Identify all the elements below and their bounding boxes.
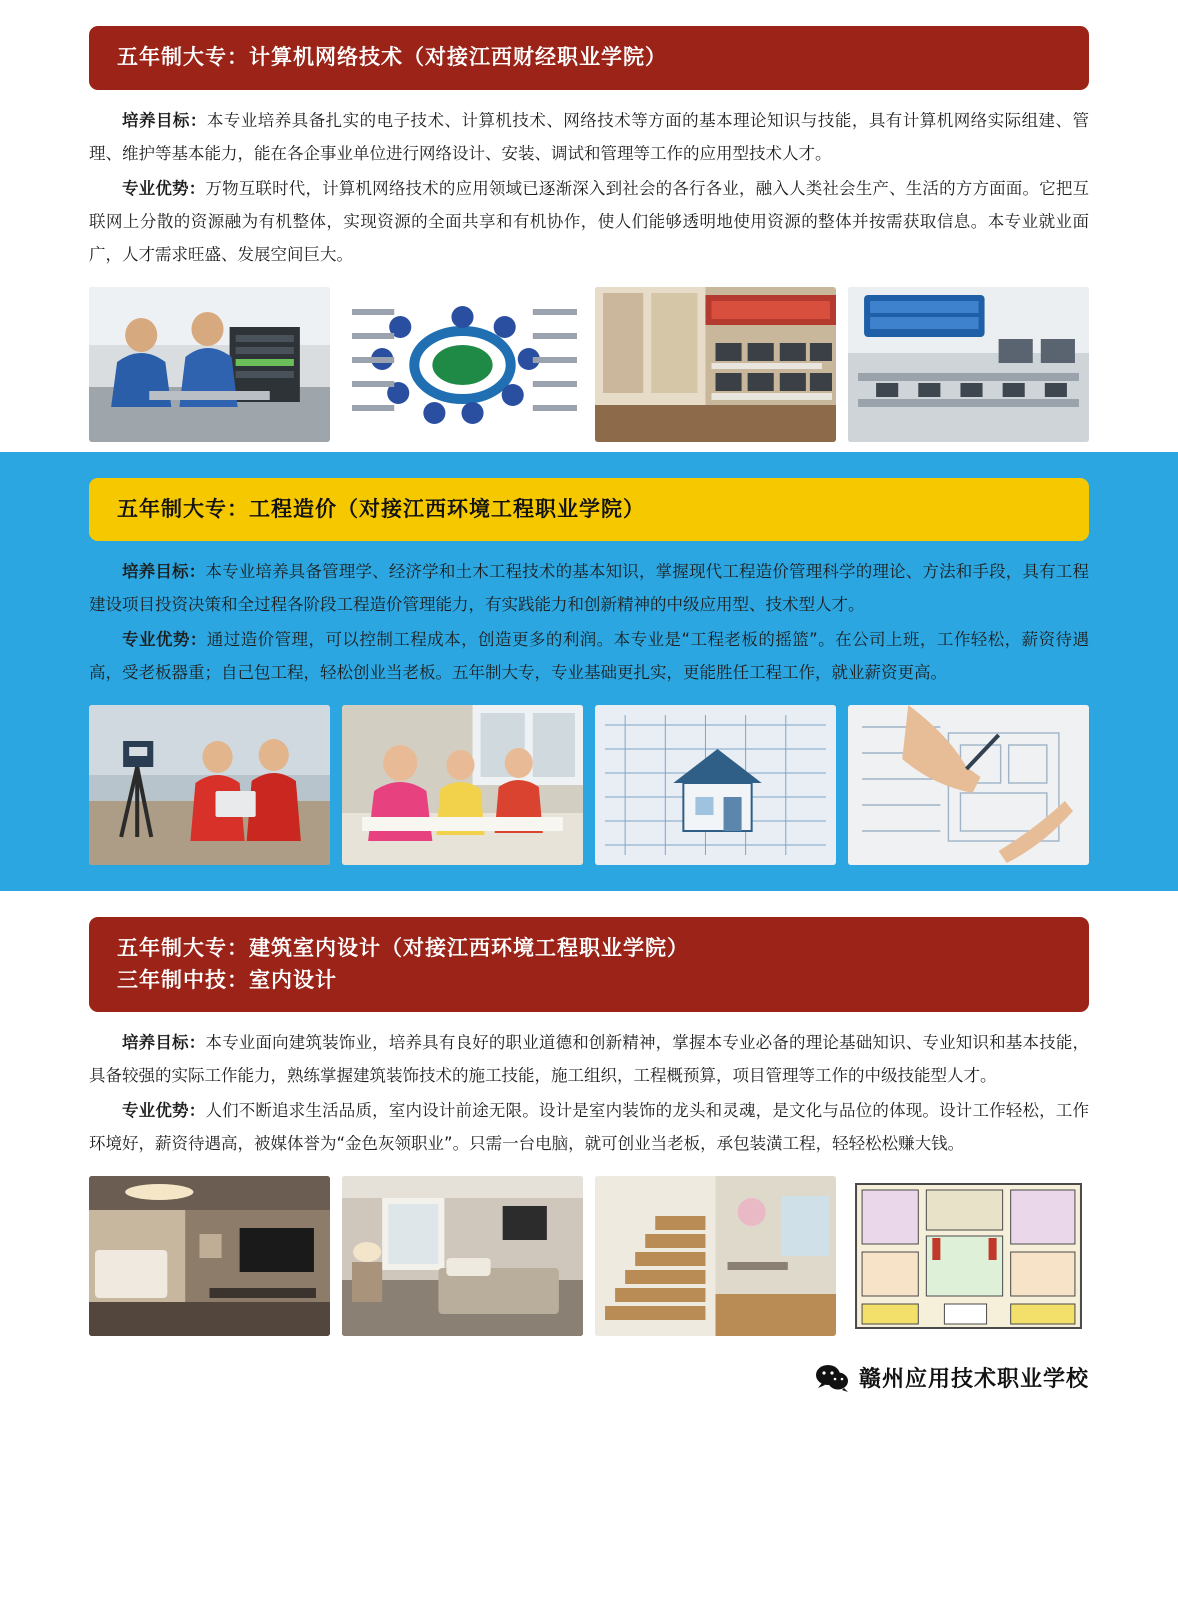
wechat-badge[interactable] xyxy=(815,1362,1089,1393)
photo-floor-plan xyxy=(848,1176,1089,1336)
banner-line-2: 三年制中技：室内设计 xyxy=(117,967,337,992)
photo-house-blueprint xyxy=(595,705,836,865)
footer-school-name: 赣州应用技术职业学校 xyxy=(858,1367,1089,1392)
paragraph-text: 本专业培养具备扎实的电子技术、计算机技术、网络技术等方面的基本理论知识与技能，具有计算机网络实际组建、管理、维护等基本能力，能在各企事业单位进行网络设计、安装、调试和管理等工作的应用型技术人才。 xyxy=(89,110,1090,163)
section-banner-interior-design xyxy=(89,917,1089,1012)
section-engineering-cost xyxy=(0,452,1178,892)
photo-staircase-interior xyxy=(595,1176,836,1336)
banner-line: 五年制大专：工程造价（对接江西环境工程职业学院） xyxy=(117,496,645,521)
photo-strip-computer-network xyxy=(89,287,1089,442)
section-interior-design xyxy=(0,891,1178,1429)
section-banner-engineering-cost xyxy=(89,478,1089,542)
section-body-engineering-cost xyxy=(89,555,1089,689)
photo-strip-engineering-cost xyxy=(89,705,1089,865)
paragraph-lead: 培养目标： xyxy=(122,1033,206,1052)
photo-network-lab xyxy=(848,287,1089,442)
wechat-icon xyxy=(815,1363,849,1393)
paragraph-lead: 培养目标： xyxy=(122,562,206,581)
paragraph-lead: 专业优势： xyxy=(122,630,207,649)
banner-line: 五年制大专：计算机网络技术（对接江西财经职业学院） xyxy=(117,45,667,69)
paragraph-text: 人们不断追求生活品质，室内设计前途无限。设计是室内装饰的龙头和灵魂，是文化与品位的体现。设计工作轻松，工作环境好，薪资待遇高，被媒体誉为“金色灰领职业”。只需一台电脑，就可创业当老板，承包装潢工程，轻轻松松赚大钱。 xyxy=(89,1101,1090,1153)
photo-strip-interior-design xyxy=(89,1176,1089,1336)
section-banner-computer-network xyxy=(89,26,1089,90)
paragraph-text: 万物互联时代，计算机网络技术的应用领域已逐渐深入到社会的各行各业，融入人类社会生产、生活的方方面面。它把互联网上分散的资源融为有机整体，实现资源的全面共享和有机协作，使人们能够透明地使用资源的整体并按需获取信息。本专业就业面广，人才需求旺盛、发展空间巨大。 xyxy=(89,178,1090,264)
paragraph-text: 通过造价管理，可以控制工程成本，创造更多的利润。本专业是“工程老板的摇篮”。在公司上班，工作轻松，薪资待遇高，受老板器重；自己包工程，轻松创业当老板。五年制大专，专业基础更扎实，更能胜任工程工作，就业薪资更高。 xyxy=(89,630,1089,682)
banner-line-1: 五年制大专：建筑室内设计（对接江西环境工程职业学院） xyxy=(117,936,689,960)
paragraph-objective xyxy=(89,1026,1089,1092)
paragraph-objective xyxy=(89,555,1089,621)
footer xyxy=(89,1362,1089,1419)
section-body-computer-network xyxy=(89,104,1089,271)
photo-bedroom-interior xyxy=(342,1176,583,1336)
photo-network-students-wiring xyxy=(89,287,330,442)
paragraph-lead: 专业优势： xyxy=(122,178,206,198)
paragraph-advantage xyxy=(89,1094,1089,1160)
section-body-interior-design xyxy=(89,1026,1089,1160)
paragraph-text: 本专业培养具备管理学、经济学和土木工程技术的基本知识，掌握现代工程造价管理科学的理论、方法和手段，具有工程建设项目投资决策和全过程各阶段工程造价管理能力，有实践能力和创新精神的中级应用型、技术型人才。 xyxy=(89,562,1090,614)
paragraph-advantage xyxy=(89,623,1089,689)
photo-hand-drafting xyxy=(848,705,1089,865)
paragraph-objective xyxy=(89,104,1089,170)
section-computer-network xyxy=(0,0,1178,452)
photo-living-room-interior xyxy=(89,1176,330,1336)
photo-drawing-classroom xyxy=(342,705,583,865)
photo-career-path-diagram xyxy=(342,287,583,442)
paragraph-lead: 专业优势： xyxy=(122,1101,206,1120)
paragraph-lead: 培养目标： xyxy=(122,110,207,130)
paragraph-advantage xyxy=(89,172,1089,271)
photo-computer-classroom xyxy=(595,287,836,442)
photo-surveying-students xyxy=(89,705,330,865)
paragraph-text: 本专业面向建筑装饰业，培养具有良好的职业道德和创新精神，掌握本专业必备的理论基础知识、专业知识和基本技能，具备较强的实际工作能力，熟练掌握建筑装饰技术的施工技能，施工组织，工程概预算，项目管理等工作的中级技能型人才。 xyxy=(89,1033,1090,1085)
